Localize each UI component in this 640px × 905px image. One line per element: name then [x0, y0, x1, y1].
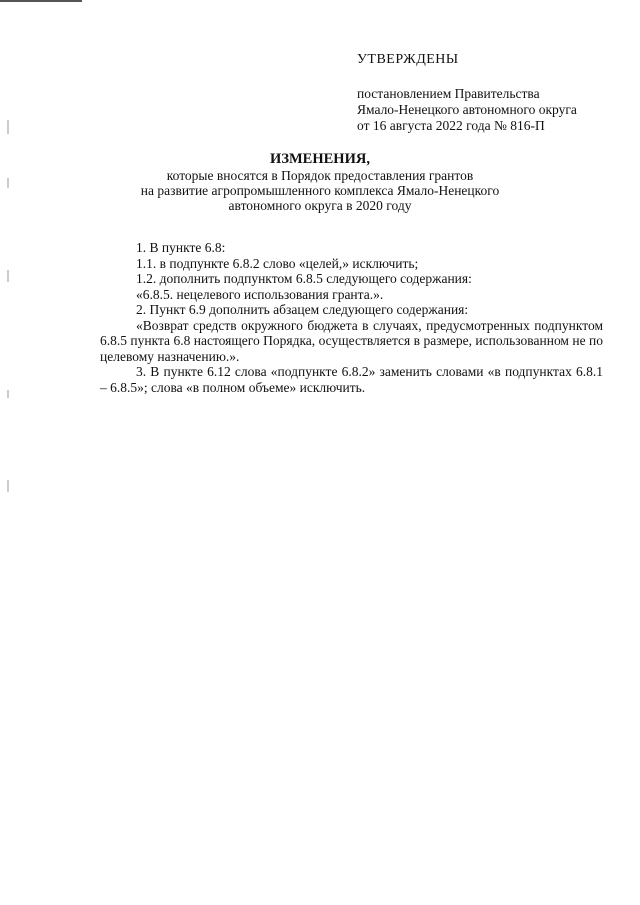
scan-edge-line — [0, 0, 82, 2]
paragraph-quote-6-8-5: «6.8.5. нецелевого использования гранта.». — [136, 286, 384, 302]
approval-title: УТВЕРЖДЕНЫ — [357, 52, 459, 67]
document-subtitle-line-2: на развитие агропромышленного комплекса Ямало-Ненецкого — [140, 183, 500, 198]
approval-line-2: Ямало-Ненецкого автономного округа — [357, 102, 577, 117]
approval-block — [357, 52, 627, 134]
paragraph-1: 1. В пункте 6.8: — [136, 240, 226, 255]
document-title: ИЗМЕНЕНИЯ, — [270, 151, 370, 167]
document-subtitle-line-1: которые вносятся в Порядок предоставления грантов — [166, 168, 474, 183]
paragraph-3: 3. В пункте 6.12 слова «подпункте 6.8.2» заменить словами «в подпунктах 6.8.1 – 6.8.5»; слова «в полном объеме» исключить. — [100, 364, 603, 395]
document-subtitle-line-3: автономного округа в 2020 году — [228, 198, 412, 213]
paragraph-1-1: 1.1. в подпункте 6.8.2 слово «целей,» исключить; — [136, 255, 419, 271]
paragraph-2: 2. Пункт 6.9 дополнить абзацем следующего содержания: — [136, 302, 469, 317]
approval-line-3: от 16 августа 2022 года № 816-П — [357, 118, 545, 133]
approval-line-1: постановлением Правительства — [357, 86, 540, 101]
document-heading — [140, 152, 500, 213]
paragraph-1-2: 1.2. дополнить подпунктом 6.8.5 следующего содержания: — [136, 271, 472, 286]
scan-margin-marks — [7, 120, 10, 520]
paragraph-quote-return: «Возврат средств окружного бюджета в случаях, предусмотренных подпунктом 6.8.5 пункта 6.8 настоящего Порядка, осуществляется в размере, использованном не по целевому назначению.». — [100, 317, 603, 364]
document-body — [100, 240, 603, 395]
